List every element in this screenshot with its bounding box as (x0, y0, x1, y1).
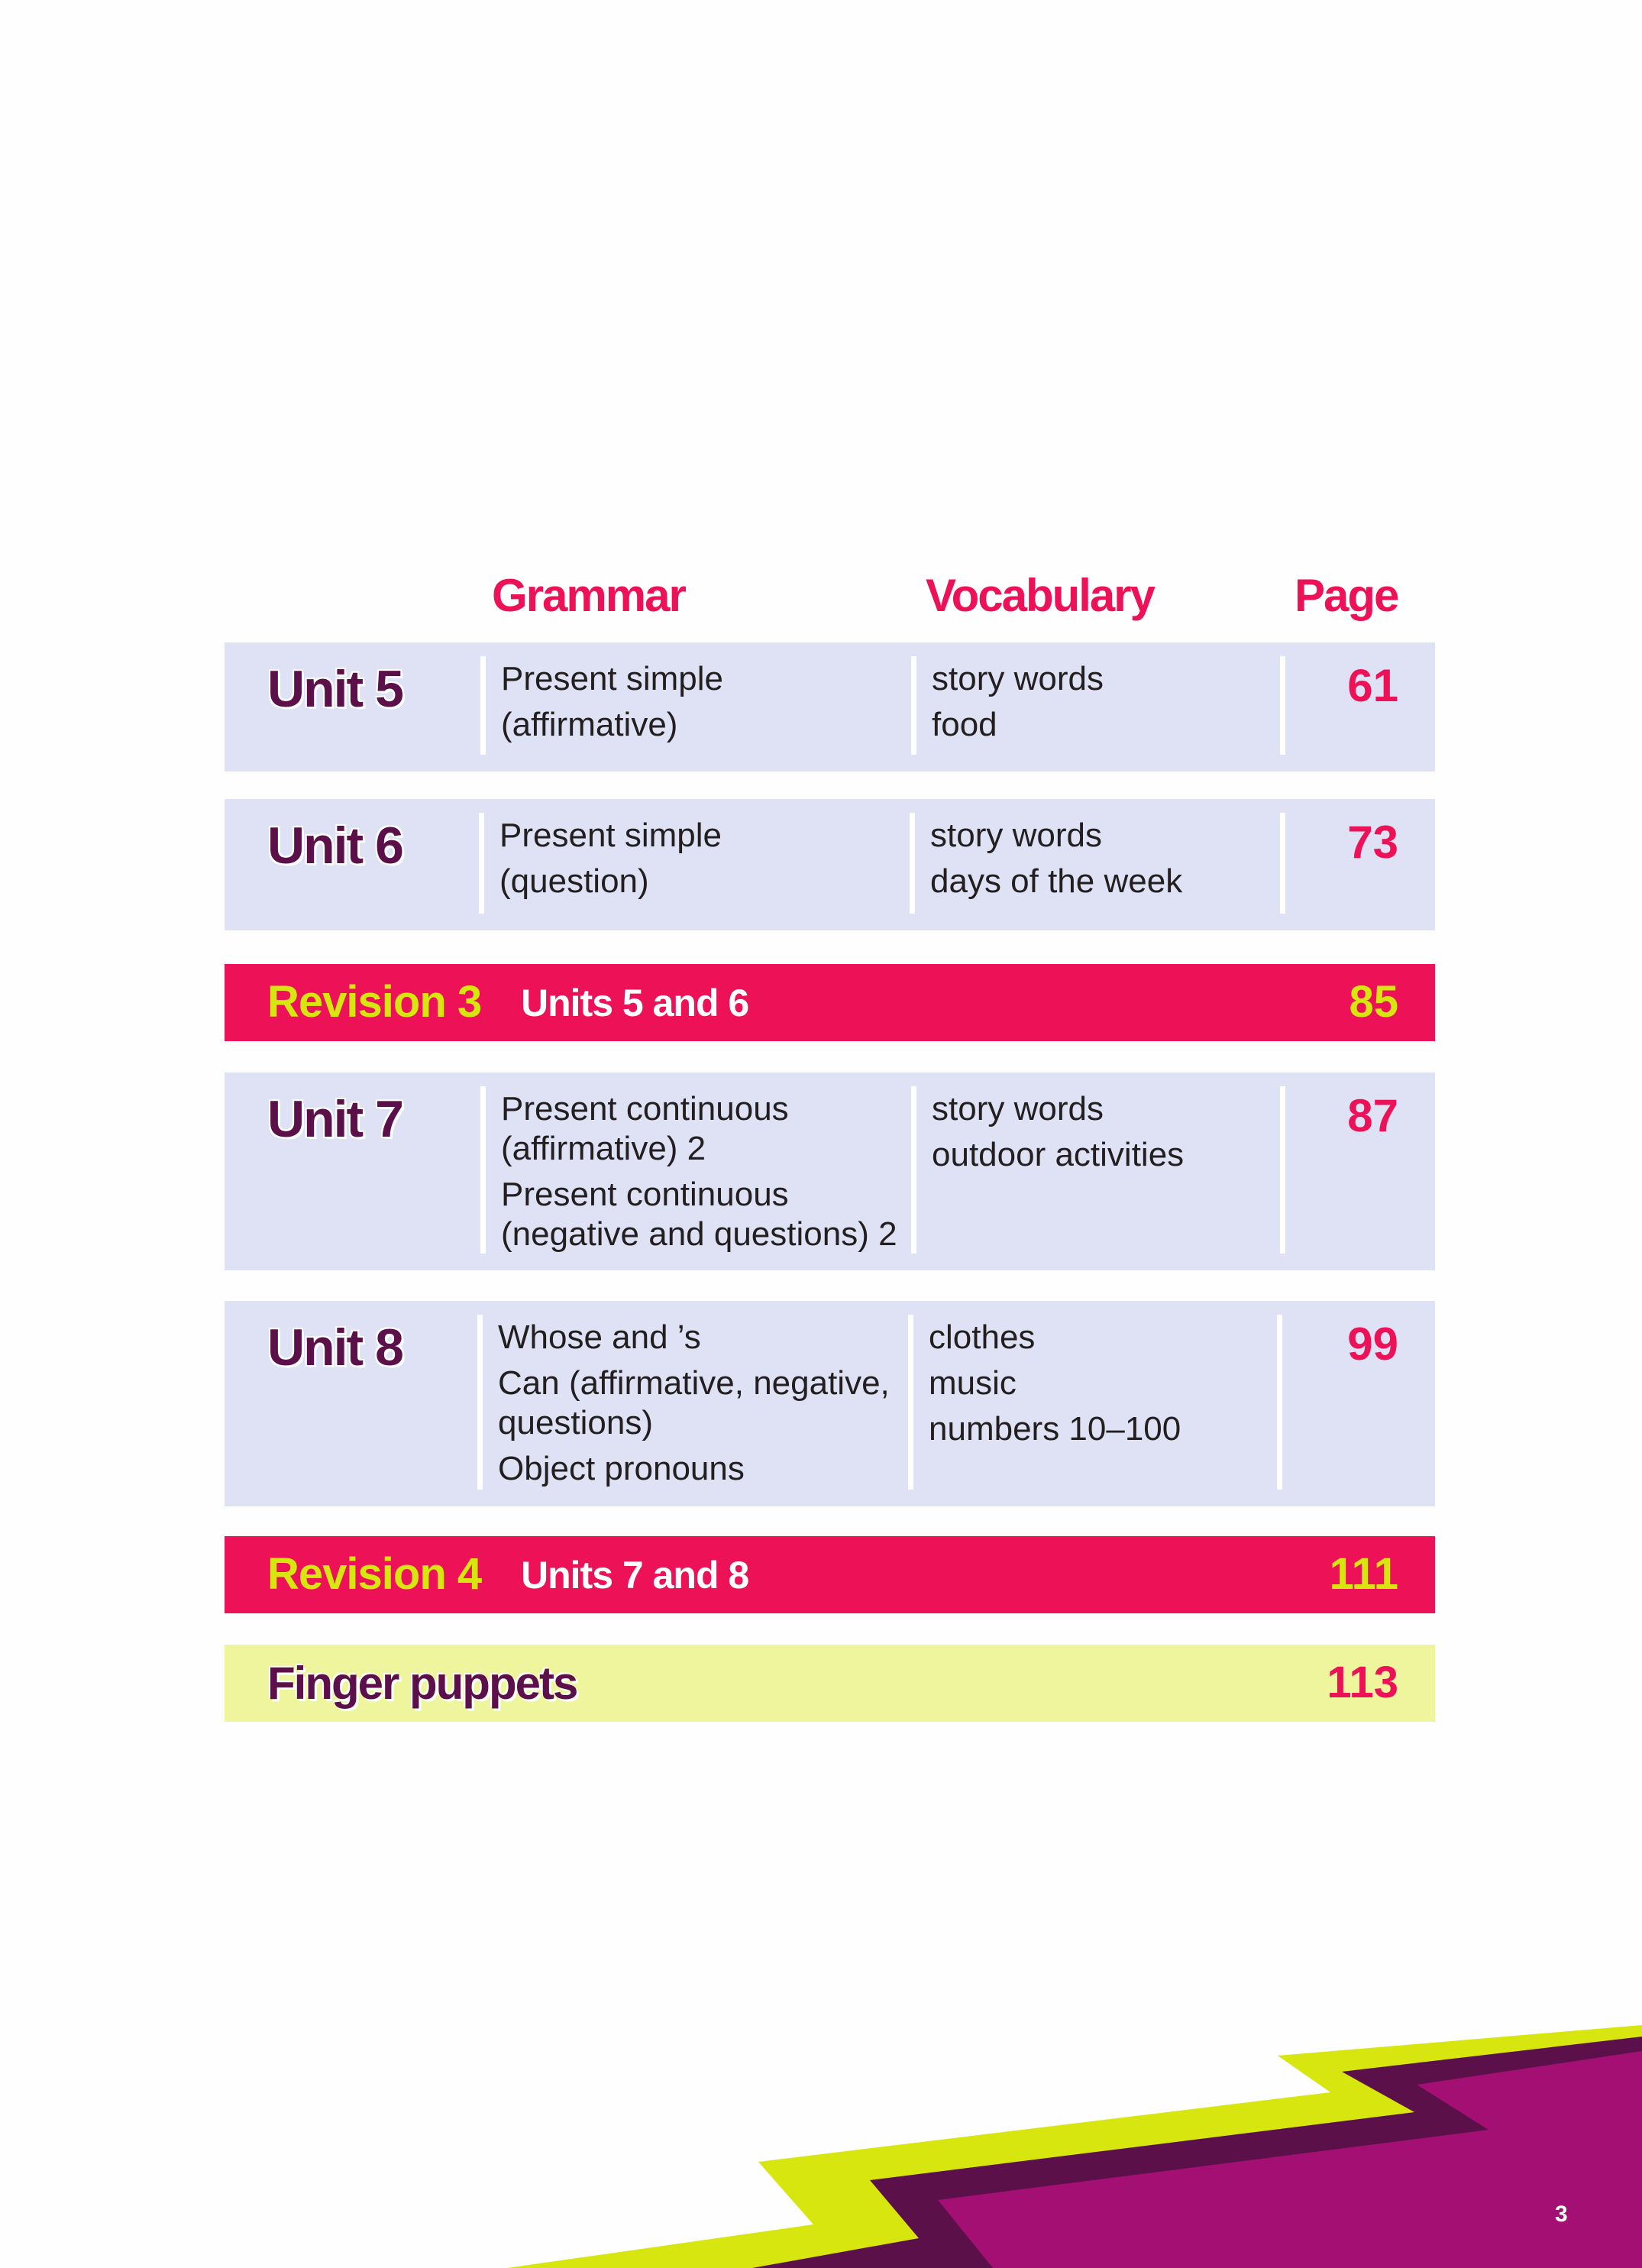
grammar-line: Object pronouns (498, 1450, 745, 1487)
page-number: 73 (1347, 817, 1398, 868)
unit-label: Unit 7 (267, 1090, 402, 1148)
page-number: 113 (1327, 1658, 1398, 1707)
grammar-line: Present simple (499, 817, 722, 854)
divider (1277, 1315, 1282, 1490)
divider (1280, 656, 1285, 755)
page-footer-number: 3 (1555, 2202, 1568, 2227)
page-header: Page (1295, 570, 1398, 621)
grammar-line: (negative and questions) 2 (501, 1215, 897, 1253)
grammar-header: Grammar (492, 570, 685, 621)
vocabulary-line: music (929, 1364, 1017, 1402)
divider (911, 1086, 916, 1254)
grammar-line: Present simple (501, 660, 724, 697)
divider (477, 1315, 483, 1490)
page-number: 87 (1347, 1090, 1398, 1141)
finger-puppets-row[interactable] (225, 1645, 1435, 1722)
vocabulary-line: days of the week (930, 862, 1183, 900)
page-number: 61 (1347, 660, 1398, 711)
vocabulary-line: story words (930, 817, 1102, 854)
revision-units: Units 7 and 8 (521, 1554, 749, 1597)
vocabulary-line: clothes (929, 1318, 1036, 1356)
divider (1280, 813, 1285, 914)
revision-label: Revision 4 (267, 1549, 482, 1599)
revision-label: Revision 3 (267, 977, 482, 1027)
grammar-cell (501, 1089, 897, 1260)
vocabulary-line: outdoor activities (932, 1136, 1185, 1173)
unit-row-5[interactable] (225, 642, 1435, 772)
divider (1280, 1086, 1285, 1254)
grammar-cell (498, 1318, 890, 1495)
page-number: 99 (1347, 1318, 1398, 1370)
unit-row-8[interactable] (225, 1301, 1435, 1506)
vocabulary-cell (930, 816, 1182, 908)
revision-row-3[interactable] (225, 964, 1435, 1041)
vocabulary-cell (932, 659, 1104, 751)
grammar-line: Can (affirmative, negative, (498, 1364, 890, 1402)
divider (908, 1315, 913, 1490)
revision-row-4[interactable] (225, 1536, 1435, 1613)
divider (480, 1086, 486, 1254)
grammar-line: (affirmative) (501, 706, 678, 743)
vocabulary-cell (929, 1318, 1181, 1455)
unit-row-7[interactable] (225, 1073, 1435, 1270)
page-number: 85 (1349, 977, 1398, 1027)
vocabulary-header: Vocabulary (926, 570, 1155, 621)
vocabulary-line: story words (932, 1090, 1104, 1128)
vocabulary-line: story words (932, 660, 1104, 697)
grammar-line: questions) (498, 1404, 654, 1441)
unit-row-6[interactable] (225, 799, 1435, 930)
finger-puppets-label: Finger puppets (267, 1658, 577, 1709)
page-number: 111 (1329, 1549, 1398, 1599)
divider (479, 813, 484, 914)
grammar-line: (question) (499, 862, 649, 900)
grammar-cell (501, 659, 723, 751)
vocabulary-line: numbers 10–100 (929, 1410, 1181, 1448)
grammar-line: Whose and ’s (498, 1318, 701, 1356)
vocabulary-cell (932, 1089, 1184, 1181)
divider (911, 656, 916, 755)
vocabulary-line: food (932, 706, 997, 743)
divider (480, 656, 486, 755)
grammar-line: Present continuous (501, 1090, 789, 1128)
divider (910, 813, 915, 914)
revision-units: Units 5 and 6 (521, 982, 749, 1024)
grammar-cell (499, 816, 722, 908)
unit-label: Unit 5 (267, 660, 402, 718)
grammar-line: (affirmative) 2 (501, 1130, 706, 1167)
unit-label: Unit 6 (267, 817, 402, 875)
unit-label: Unit 8 (267, 1318, 402, 1377)
grammar-line: Present continuous (501, 1176, 789, 1213)
